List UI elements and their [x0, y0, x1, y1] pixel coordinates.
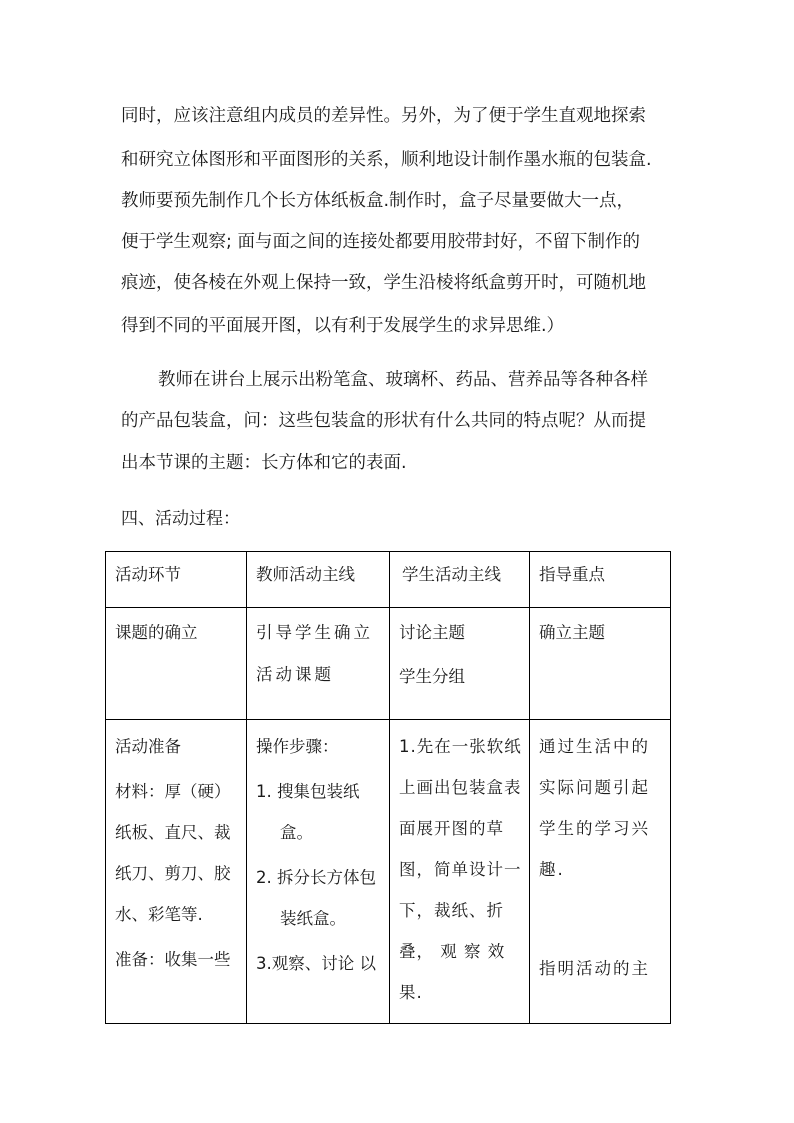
- text-line: 得到不同的平面展开图，以有利于发展学生的求异思维.）: [121, 316, 565, 336]
- student-cell: 1.先在一张软纸上画出包装盒表面展开图的草图，简单设计一下，裁纸、折叠， 观 察 效果.: [390, 720, 530, 1024]
- student-cell: 讨论主题 学生分组: [390, 608, 530, 720]
- table-row: [106, 608, 671, 720]
- text-line: 教师要预先制作几个长方体纸板盒.制作时，盒子尽量要做大一点，: [121, 191, 635, 211]
- text-line: 便于学生观察; 面与面之间的连接处都要用胶带封好，不留下制作的: [121, 232, 640, 252]
- text-line: 的产品包装盒，问：这些包装盒的形状有什么共同的特点呢？从而提: [121, 411, 646, 431]
- stage-cell: 活动准备 材料：厚（硬）纸板、直尺、裁纸刀、剪刀、胶水、彩笔等. 准备：收集一些: [106, 720, 247, 1024]
- teacher-cell: 操作步骤： 1. 搜集包装纸盒。 2. 拆分长方体包装纸盒。 3.观察、讨论 以: [247, 720, 390, 1024]
- teacher-cell: 引导学生确立活动课题: [247, 608, 390, 720]
- text-line: 痕迹，使各棱在外观上保持一致，学生沿棱将纸盒剪开时，可随机地: [121, 273, 646, 293]
- stage-cell: 课题的确立: [106, 608, 247, 720]
- focus-cell: 通过生活中的实际问题引起学生的学习兴趣. 指明活动的主: [530, 720, 671, 1024]
- table-row: [106, 720, 671, 1024]
- header-cell: 学生活动主线: [390, 552, 530, 608]
- text-line: 教师在讲台上展示出粉笔盒、玻璃杯、药品、营养品等各种各样: [158, 370, 648, 390]
- header-cell: 教师活动主线: [247, 552, 390, 608]
- header-cell: 活动环节: [106, 552, 247, 608]
- text-line: 出本节课的主题：长方体和它的表面.: [121, 453, 407, 473]
- text-line: 同时，应该注意组内成员的差异性。另外，为了便于学生直观地探索: [121, 106, 646, 126]
- focus-cell: 确立主题: [530, 608, 671, 720]
- table-header-row: [106, 552, 671, 608]
- section-heading: 四、活动过程：: [121, 509, 240, 529]
- text-line: 和研究立体图形和平面图形的关系，顺利地设计制作墨水瓶的包装盒.: [121, 150, 652, 170]
- activity-table: [105, 551, 671, 1024]
- header-cell: 指导重点: [530, 552, 671, 608]
